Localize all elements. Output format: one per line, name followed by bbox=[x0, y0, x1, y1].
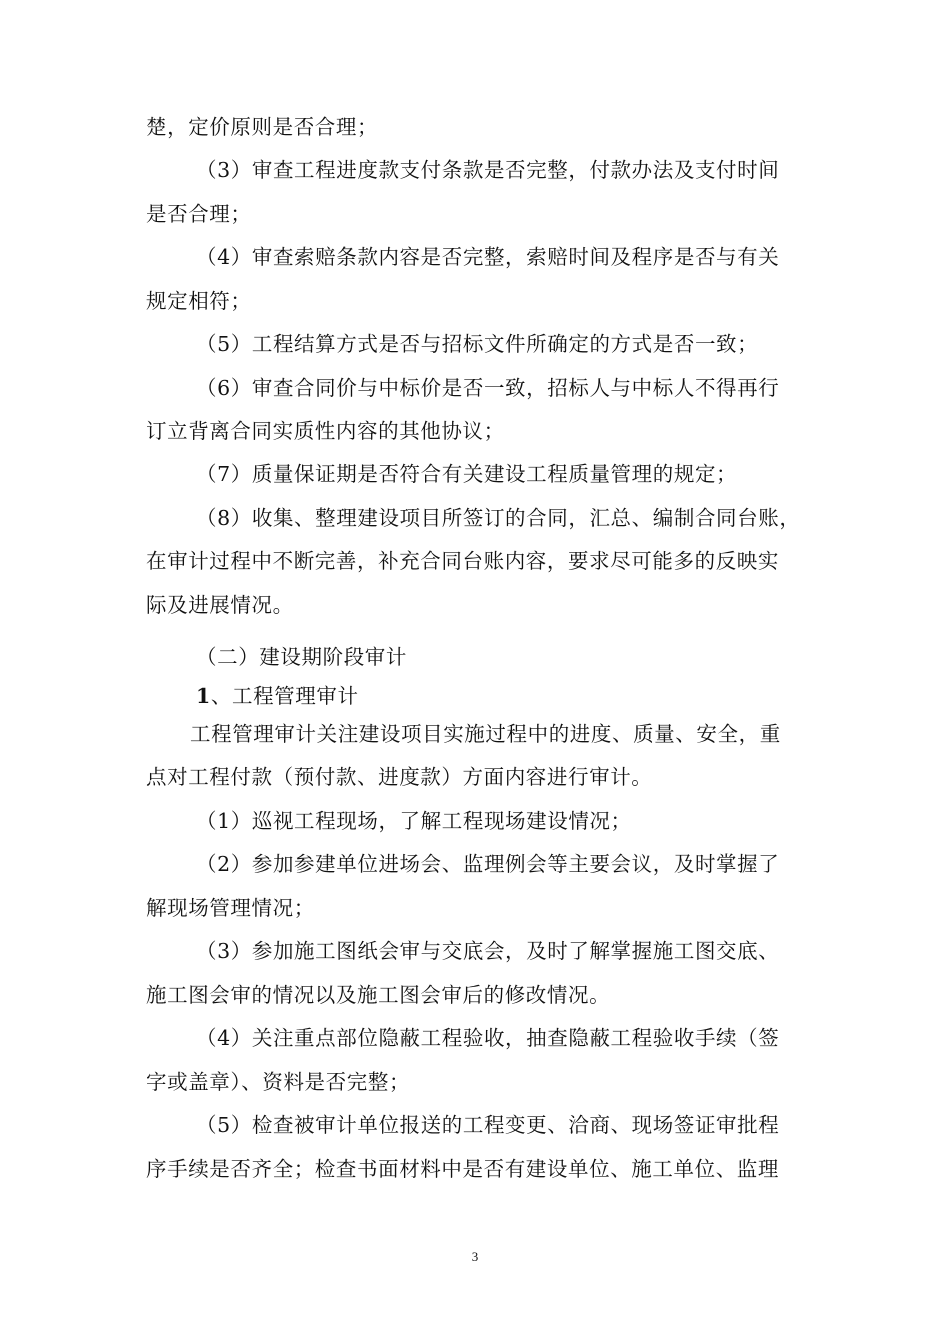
text-line: 际及进展情况。 bbox=[146, 593, 294, 617]
text-line: 在审计过程中不断完善，补充合同台账内容，要求尽可能多的反映实 bbox=[146, 549, 779, 573]
page-number: 3 bbox=[471, 1249, 479, 1264]
text-line: （4）审查索赔条款内容是否完整，索赔时间及程序是否与有关 bbox=[196, 245, 780, 269]
text-line: 是否合理； bbox=[146, 202, 252, 226]
text-line: 字或盖章）、资料是否完整； bbox=[146, 1070, 411, 1094]
text-line: 规定相符； bbox=[146, 289, 252, 313]
text-line: （5）工程结算方式是否与招标文件所确定的方式是否一致； bbox=[196, 332, 759, 356]
text-line: （3）参加施工图纸会审与交底会，及时了解掌握施工图交底、 bbox=[196, 939, 780, 963]
text-line: （5）检查被审计单位报送的工程变更、洽商、现场签证审批程 bbox=[196, 1113, 780, 1137]
text-line: （8）收集、整理建设项目所签订的合同，汇总、编制合同台账， bbox=[196, 506, 801, 530]
text-line: （2）参加参建单位进场会、监理例会等主要会议，及时掌握了 bbox=[196, 852, 780, 876]
text-line: （7）质量保证期是否符合有关建设工程质量管理的规定； bbox=[196, 462, 738, 486]
text-line: 工程管理审计关注建设项目实施过程中的进度、质量、安全，重 bbox=[190, 722, 781, 746]
text-line: 施工图会审的情况以及施工图会审后的修改情况。 bbox=[146, 983, 611, 1007]
text-line: （4）关注重点部位隐蔽工程验收，抽查隐蔽工程验收手续（签 bbox=[196, 1026, 780, 1050]
text-line: 序手续是否齐全；检查书面材料中是否有建设单位、施工单位、监理 bbox=[146, 1157, 779, 1181]
subsection-number: 1 bbox=[196, 684, 211, 708]
text-line: （1）巡视工程现场，了解工程现场建设情况； bbox=[196, 809, 632, 833]
text-line: （3）审查工程进度款支付条款是否完整，付款办法及支付时间 bbox=[196, 158, 780, 182]
subsection-heading bbox=[196, 682, 856, 710]
text-line: 点对工程付款（预付款、进度款）方面内容进行审计。 bbox=[146, 765, 653, 789]
subsection-title: 、工程管理审计 bbox=[210, 684, 359, 708]
text-line: 解现场管理情况； bbox=[146, 896, 315, 920]
section-heading: （二）建设期阶段审计 bbox=[196, 645, 407, 669]
text-line: （6）审查合同价与中标价是否一致，招标人与中标人不得再行 bbox=[196, 376, 780, 400]
text-line: 楚，定价原则是否合理； bbox=[146, 115, 379, 139]
text-line: 订立背离合同实质性内容的其他协议； bbox=[146, 419, 505, 443]
